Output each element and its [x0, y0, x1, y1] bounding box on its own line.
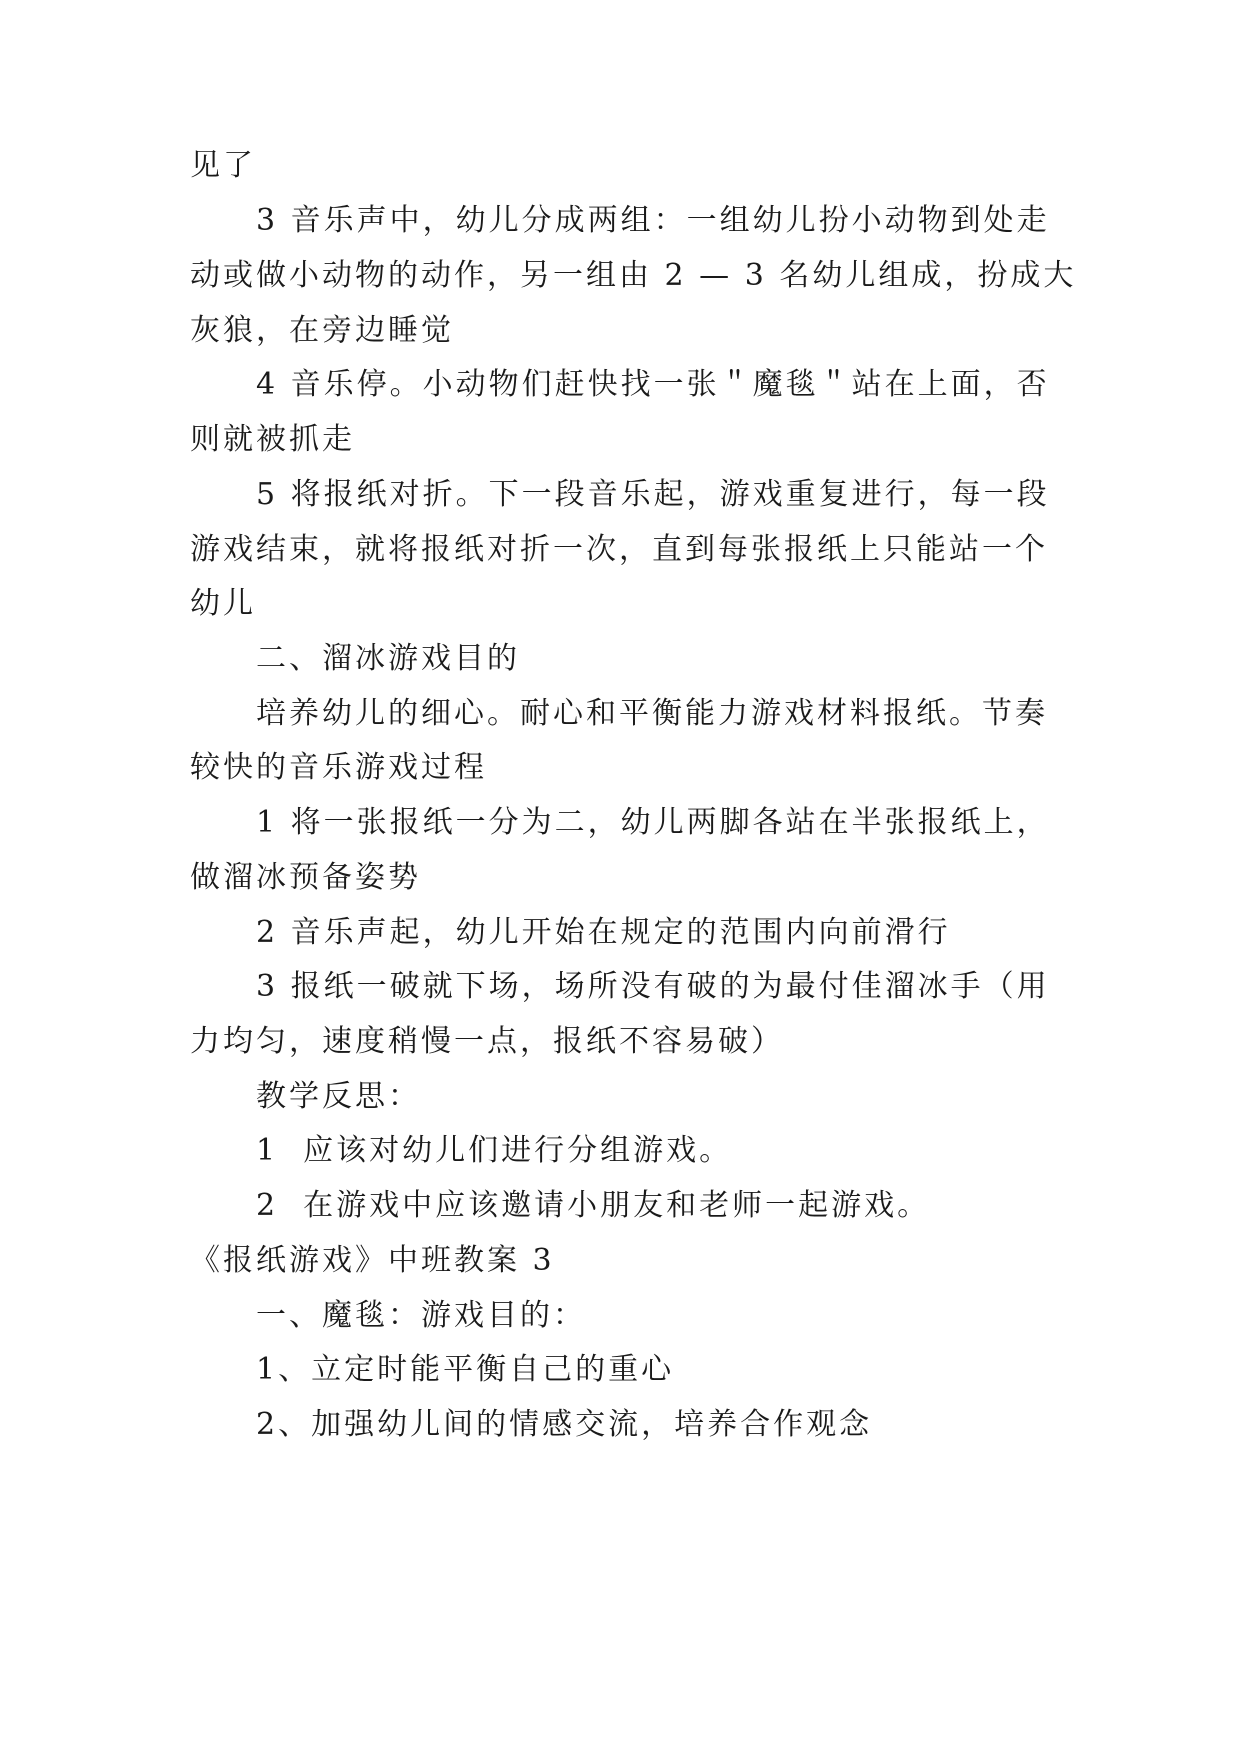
paragraph-line: 2 在游戏中应该邀请小朋友和老师一起游戏。: [256, 1188, 931, 1223]
paragraph-line: 灰狼，在旁边睡觉: [190, 313, 454, 348]
paragraph-line: 做溜冰预备姿势: [190, 860, 421, 895]
paragraph-line: 3 报纸一破就下场，场所没有破的为最付佳溜冰手（用: [256, 969, 1050, 1004]
paragraph-line: 培养幼儿的细心。耐心和平衡能力游戏材料报纸。节奏: [256, 696, 1048, 731]
paragraph-line: 力均匀，速度稍慢一点，报纸不容易破）: [190, 1024, 784, 1059]
paragraph-line: 2、加强幼儿间的情感交流，培养合作观念: [256, 1407, 873, 1442]
paragraph-line: 较快的音乐游戏过程: [190, 750, 487, 785]
paragraph-line: 游戏结束，就将报纸对折一次，直到每张报纸上只能站一个: [190, 532, 1048, 567]
paragraph-line: 5 将报纸对折。下一段音乐起，游戏重复进行，每一段: [256, 477, 1050, 512]
paragraph-line: 教学反思：: [256, 1079, 421, 1114]
paragraph-line: 1、立定时能平衡自己的重心: [256, 1352, 675, 1387]
paragraph-line: 1 将一张报纸一分为二，幼儿两脚各站在半张报纸上，: [256, 805, 1050, 840]
paragraph-line: 幼儿: [190, 586, 256, 621]
paragraph-line: 4 音乐停。小动物们赶快找一张＂魔毯＂站在上面，否: [256, 367, 1050, 402]
paragraph-line: 2 音乐声起，幼儿开始在规定的范围内向前滑行: [256, 915, 951, 950]
paragraph-line: 1 应该对幼儿们进行分组游戏。: [256, 1133, 733, 1168]
paragraph-line: 动或做小动物的动作，另一组由 2 — 3 名幼儿组成，扮成大: [190, 258, 1077, 293]
paragraph-line: 则就被抓走: [190, 422, 355, 457]
paragraph-line: 见了: [190, 148, 256, 183]
paragraph-line: 3 音乐声中，幼儿分成两组：一组幼儿扮小动物到处走: [256, 203, 1050, 238]
section-heading: 二、溜冰游戏目的: [256, 641, 520, 676]
section-heading: 一、魔毯：游戏目的：: [256, 1298, 586, 1333]
document-title: 《报纸游戏》中班教案 3: [190, 1243, 555, 1278]
